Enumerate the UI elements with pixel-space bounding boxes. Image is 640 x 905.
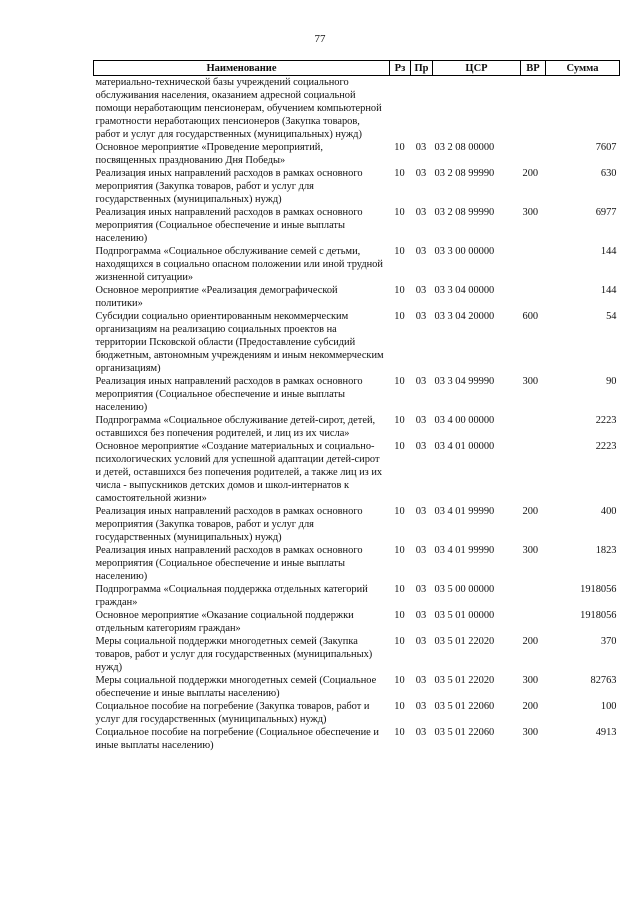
row-sum: 90 — [606, 376, 617, 387]
row-rz: 10 — [394, 727, 405, 738]
row-vr: 200 — [522, 506, 539, 517]
row-csr: 03 5 01 22060 — [434, 727, 495, 738]
row-rz: 10 — [394, 285, 405, 296]
row-vr — [521, 609, 546, 635]
row-rz: 10 — [394, 636, 405, 647]
table-body — [94, 76, 620, 753]
row-rz: 10 — [394, 610, 405, 621]
row-sum: 1823 — [595, 545, 617, 556]
row-sum: 400 — [600, 506, 617, 517]
row-name: Основное мероприятие «Проведение мероприятий, посвященных празднованию Дня Победы» — [95, 142, 323, 166]
row-pr: 03 — [415, 376, 427, 387]
table-row — [94, 414, 620, 440]
row-pr: 03 — [415, 441, 427, 452]
row-sum: 2223 — [595, 415, 617, 426]
row-rz: 10 — [394, 675, 405, 686]
row-csr: 03 5 00 00000 — [434, 584, 495, 595]
row-name: Социальное пособие на погребение (Закупка товаров, работ и услуг для государственных (муниципальных) нужд) — [95, 701, 370, 725]
row-vr: 600 — [522, 311, 539, 322]
table-row — [94, 635, 620, 674]
row-vr — [521, 440, 546, 505]
budget-table — [93, 60, 620, 752]
row-vr: 300 — [522, 727, 539, 738]
row-pr: 03 — [415, 727, 427, 738]
row-rz: 10 — [394, 142, 405, 153]
row-pr: 03 — [415, 311, 427, 322]
row-pr: 03 — [415, 207, 427, 218]
row-sum: 6977 — [595, 207, 617, 218]
row-sum: 2223 — [595, 441, 617, 452]
row-pr: 03 — [415, 246, 427, 257]
row-csr: 03 5 01 22020 — [434, 636, 495, 647]
row-vr — [521, 284, 546, 310]
row-sum: 1918056 — [580, 584, 617, 595]
row-csr: 03 4 00 00000 — [434, 415, 495, 426]
row-sum: 1918056 — [580, 610, 617, 621]
row-vr — [521, 141, 546, 167]
row-pr: 03 — [415, 142, 427, 153]
row-vr: 200 — [522, 636, 539, 647]
row-rz: 10 — [394, 207, 405, 218]
table-row — [94, 674, 620, 700]
row-sum: 100 — [600, 701, 617, 712]
row-csr — [433, 76, 521, 142]
table-row — [94, 245, 620, 284]
row-csr: 03 5 01 22020 — [434, 675, 495, 686]
table-row — [94, 375, 620, 414]
row-pr: 03 — [415, 584, 427, 595]
row-vr — [521, 414, 546, 440]
row-vr: 300 — [522, 207, 539, 218]
row-sum: 144 — [600, 246, 617, 257]
row-name: Меры социальной поддержки многодетных семей (Закупка товаров, работ и услуг для государственных (муниципальных) нужд) — [95, 636, 373, 673]
row-rz: 10 — [394, 506, 405, 517]
row-name: Реализация иных направлений расходов в рамках основного мероприятия (Закупка товаров, работ и услуг для государственных (муниципальных) нужд) — [95, 168, 363, 205]
row-pr: 03 — [415, 506, 427, 517]
row-vr — [521, 583, 546, 609]
row-name: Социальное пособие на погребение (Социальное обеспечение и иные выплаты населению) — [95, 727, 379, 751]
row-name: Подпрограмма «Социальное обслуживание детей-сирот, детей, оставшихся без попечения родителей, и лиц из их числа» — [95, 415, 376, 439]
row-rz: 10 — [394, 441, 405, 452]
row-pr: 03 — [415, 168, 427, 179]
row-name: материально-технической базы учреждений социального обслуживания населения, оказанием адресной социальной помощи неработающим пенсионерам, обучением компьютерной грамотности неработающих пенсионеров (Закупка товаров, работ и услуг для государственных (муниципальных) нужд) — [95, 77, 382, 140]
row-name: Основное мероприятие «Реализация демографической политики» — [95, 285, 338, 309]
row-pr: 03 — [415, 701, 427, 712]
header-vr: ВР — [521, 61, 546, 76]
table-row — [94, 167, 620, 206]
table-row — [94, 440, 620, 505]
table-row — [94, 76, 620, 142]
row-rz: 10 — [394, 168, 405, 179]
row-csr: 03 4 01 99990 — [434, 545, 495, 556]
row-rz: 10 — [394, 584, 405, 595]
table-row — [94, 726, 620, 752]
row-vr — [521, 76, 546, 142]
row-sum: 7607 — [595, 142, 617, 153]
row-csr: 03 4 01 00000 — [434, 441, 495, 452]
row-name: Реализация иных направлений расходов в рамках основного мероприятия (Социальное обеспечение и иные выплаты населению) — [95, 545, 363, 582]
table-row — [94, 700, 620, 726]
row-sum: 144 — [600, 285, 617, 296]
row-rz: 10 — [394, 311, 405, 322]
table-header — [94, 61, 620, 76]
table-row — [94, 284, 620, 310]
row-name: Субсидии социально ориентированным некоммерческим организациям на реализацию социальных проектов на территории Псковской области (Предоставление субсидий бюджетным, автономным учреждениям и иным некоммерческим организациям) — [95, 311, 384, 374]
row-pr: 03 — [415, 610, 427, 621]
row-csr: 03 3 04 20000 — [434, 311, 495, 322]
table-row — [94, 206, 620, 245]
row-vr: 300 — [522, 545, 539, 556]
table-row — [94, 609, 620, 635]
row-name: Подпрограмма «Социальная поддержка отдельных категорий граждан» — [95, 584, 368, 608]
table-row — [94, 310, 620, 375]
row-rz — [390, 76, 411, 142]
row-csr: 03 3 04 00000 — [434, 285, 495, 296]
row-sum: 54 — [606, 311, 617, 322]
row-pr: 03 — [415, 415, 427, 426]
row-pr — [411, 76, 433, 142]
row-pr: 03 — [415, 545, 427, 556]
row-name: Основное мероприятие «Оказание социальной поддержки отдельным категориям граждан» — [95, 610, 354, 634]
row-csr: 03 5 01 00000 — [434, 610, 495, 621]
row-sum: 630 — [600, 168, 617, 179]
row-name: Реализация иных направлений расходов в рамках основного мероприятия (Социальное обеспечение и иные выплаты населению) — [95, 207, 363, 244]
row-pr: 03 — [415, 636, 427, 647]
row-name: Реализация иных направлений расходов в рамках основного мероприятия (Закупка товаров, работ и услуг для государственных (муниципальных) нужд) — [95, 506, 363, 543]
row-name: Меры социальной поддержки многодетных семей (Социальное обеспечение и иные выплаты населению) — [95, 675, 377, 699]
header-name: Наименование — [94, 61, 390, 76]
row-sum: 4913 — [595, 727, 617, 738]
row-csr: 03 2 08 99990 — [434, 207, 495, 218]
row-sum — [546, 76, 620, 142]
row-name: Подпрограмма «Социальное обслуживание семей с детьми, находящихся в социально опасном положении или иной трудной жизненной ситуации» — [95, 246, 383, 283]
row-name: Основное мероприятие «Создание материальных и социально-психологических условий для успешной адаптации детей-сирот и детей, оставшихся без попечения родителей, а также лиц из их числа - выпускников детских домов и школ-интернатов к самостоятельной жизни» — [95, 441, 383, 504]
row-csr: 03 2 08 99990 — [434, 168, 495, 179]
table-row — [94, 544, 620, 583]
row-rz: 10 — [394, 376, 405, 387]
row-csr: 03 3 00 00000 — [434, 246, 495, 257]
table-row — [94, 583, 620, 609]
table-row — [94, 141, 620, 167]
header-pr: Пр — [411, 61, 433, 76]
row-pr: 03 — [415, 285, 427, 296]
row-vr: 200 — [522, 168, 539, 179]
row-rz: 10 — [394, 701, 405, 712]
header-rz: Рз — [390, 61, 411, 76]
row-rz: 10 — [394, 415, 405, 426]
row-csr: 03 5 01 22060 — [434, 701, 495, 712]
row-vr: 300 — [522, 376, 539, 387]
row-rz: 10 — [394, 545, 405, 556]
row-vr — [521, 245, 546, 284]
table-row — [94, 505, 620, 544]
header-csr: ЦСР — [433, 61, 521, 76]
row-sum: 82763 — [590, 675, 617, 686]
row-csr: 03 3 04 99990 — [434, 376, 495, 387]
row-vr: 300 — [522, 675, 539, 686]
row-rz: 10 — [394, 246, 405, 257]
row-vr: 200 — [522, 701, 539, 712]
row-csr: 03 4 01 99990 — [434, 506, 495, 517]
header-sum: Сумма — [546, 61, 620, 76]
page-number: 77 — [314, 33, 326, 45]
row-sum: 370 — [600, 636, 617, 647]
row-csr: 03 2 08 00000 — [434, 142, 495, 153]
row-name: Реализация иных направлений расходов в рамках основного мероприятия (Социальное обеспечение и иные выплаты населению) — [95, 376, 363, 413]
row-pr: 03 — [415, 675, 427, 686]
